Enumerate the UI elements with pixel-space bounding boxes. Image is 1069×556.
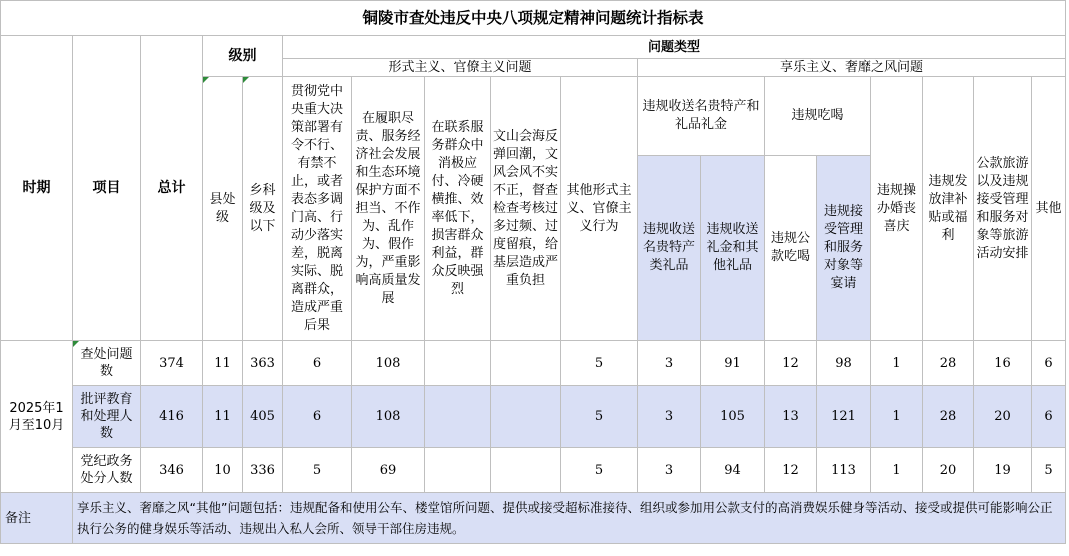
cell-county: 11 <box>203 386 243 448</box>
cell-county: 10 <box>203 448 243 493</box>
header-formalism-col-1: 贯彻党中央重大决策部署有令不行、有禁不止，或者表态多调门高、行动少落实差，脱离实际、脱离群众，造成严重后果 <box>283 77 352 341</box>
cell-d2: 98 <box>817 341 871 386</box>
header-public-dining: 违规公款吃喝 <box>765 156 817 341</box>
header-gift-money: 违规收送礼金和其他礼品 <box>701 156 765 341</box>
cell-d1: 13 <box>765 386 817 448</box>
cell-f3 <box>425 386 491 448</box>
header-wedding-funeral: 违规操办婚丧喜庆 <box>871 77 923 341</box>
cell-f1: 6 <box>283 386 352 448</box>
header-gift-specialty: 违规收送名贵特产类礼品 <box>638 156 701 341</box>
cell-f2: 108 <box>352 386 425 448</box>
table-title: 铜陵市查处违反中央八项规定精神问题统计指标表 <box>1 1 1066 36</box>
header-total: 总计 <box>141 36 203 341</box>
cell-f4 <box>491 448 561 493</box>
cell-d2: 121 <box>817 386 871 448</box>
cell-township: 405 <box>243 386 283 448</box>
header-level: 级别 <box>203 36 283 77</box>
header-allowance: 违规发放津补贴或福利 <box>923 77 974 341</box>
row-label: 党纪政务处分人数 <box>73 448 141 493</box>
table-row <box>1 386 1066 448</box>
cell-g2: 91 <box>701 341 765 386</box>
header-formalism-col-2: 在履职尽责、服务经济社会发展和生态环境保护方面不担当、不作为、乱作为、假作为，严重影响高质量发展 <box>352 77 425 341</box>
cell-d1: 12 <box>765 448 817 493</box>
cell-total: 416 <box>141 386 203 448</box>
header-problem-type: 问题类型 <box>283 36 1066 59</box>
cell-d1: 12 <box>765 341 817 386</box>
cell-o4: 5 <box>1032 448 1066 493</box>
cell-total: 346 <box>141 448 203 493</box>
cell-o3: 19 <box>974 448 1032 493</box>
cell-o3: 20 <box>974 386 1032 448</box>
cell-o1: 1 <box>871 448 923 493</box>
cell-o2: 20 <box>923 448 974 493</box>
cell-o1: 1 <box>871 341 923 386</box>
header-formalism-col-4: 文山会海反弹回潮，文风会风不实不正，督查检查考核过多过频、过度留痕，给基层造成严重负担 <box>491 77 561 341</box>
period-cell: 2025年1月至10月 <box>1 341 73 493</box>
cell-d2: 113 <box>817 448 871 493</box>
cell-o2: 28 <box>923 341 974 386</box>
header-hedonism-group: 享乐主义、奢靡之风问题 <box>638 59 1066 77</box>
table-row <box>1 448 1066 493</box>
header-banquet: 违规接受管理和服务对象等宴请 <box>817 156 871 341</box>
table-row <box>1 341 1066 386</box>
cell-f1: 5 <box>283 448 352 493</box>
cell-o4: 6 <box>1032 386 1066 448</box>
row-label: 查处问题数 <box>73 341 141 386</box>
cell-f3 <box>425 448 491 493</box>
header-public-travel: 公款旅游以及违规接受管理和服务对象等旅游活动安排 <box>974 77 1032 341</box>
cell-total: 374 <box>141 341 203 386</box>
header-other: 其他 <box>1032 77 1066 341</box>
header-period: 时期 <box>1 36 73 341</box>
cell-f2: 108 <box>352 341 425 386</box>
cell-f4 <box>491 386 561 448</box>
cell-o4: 6 <box>1032 341 1066 386</box>
cell-township: 363 <box>243 341 283 386</box>
cell-f5: 5 <box>561 448 638 493</box>
cell-o3: 16 <box>974 341 1032 386</box>
cell-g1: 3 <box>638 341 701 386</box>
cell-o1: 1 <box>871 386 923 448</box>
cell-f2: 69 <box>352 448 425 493</box>
cell-f5: 5 <box>561 341 638 386</box>
cell-g1: 3 <box>638 448 701 493</box>
cell-o2: 28 <box>923 386 974 448</box>
cell-county: 11 <box>203 341 243 386</box>
cell-g2: 105 <box>701 386 765 448</box>
cell-township: 336 <box>243 448 283 493</box>
cell-f5: 5 <box>561 386 638 448</box>
cell-f1: 6 <box>283 341 352 386</box>
header-formalism-col-3: 在联系服务群众中消极应付、冷硬横推、效率低下，损害群众利益，群众反映强烈 <box>425 77 491 341</box>
header-formalism-col-5: 其他形式主义、官僚主义行为 <box>561 77 638 341</box>
cell-g2: 94 <box>701 448 765 493</box>
cell-f3 <box>425 341 491 386</box>
row-label: 批评教育和处理人数 <box>73 386 141 448</box>
note-text: 享乐主义、奢靡之风“其他”问题包括：违规配备和使用公车、楼堂馆所问题、提供或接受超标准接待、组织或参加用公款支付的高消费娱乐健身等活动、接受或提供可能影响公正执行公务的健身娱乐等活动、违规出入私人会所、领导干部住房违规。 <box>73 493 1066 544</box>
header-formalism-group: 形式主义、官僚主义问题 <box>283 59 638 77</box>
cell-f4 <box>491 341 561 386</box>
note-label: 备注 <box>1 493 73 544</box>
header-dining-group: 违规吃喝 <box>765 77 871 156</box>
cell-g1: 3 <box>638 386 701 448</box>
header-county-level: 县处级 <box>203 77 243 341</box>
header-item: 项目 <box>73 36 141 341</box>
header-township-level: 乡科级及以下 <box>243 77 283 341</box>
header-gift-group: 违规收送名贵特产和礼品礼金 <box>638 77 765 156</box>
